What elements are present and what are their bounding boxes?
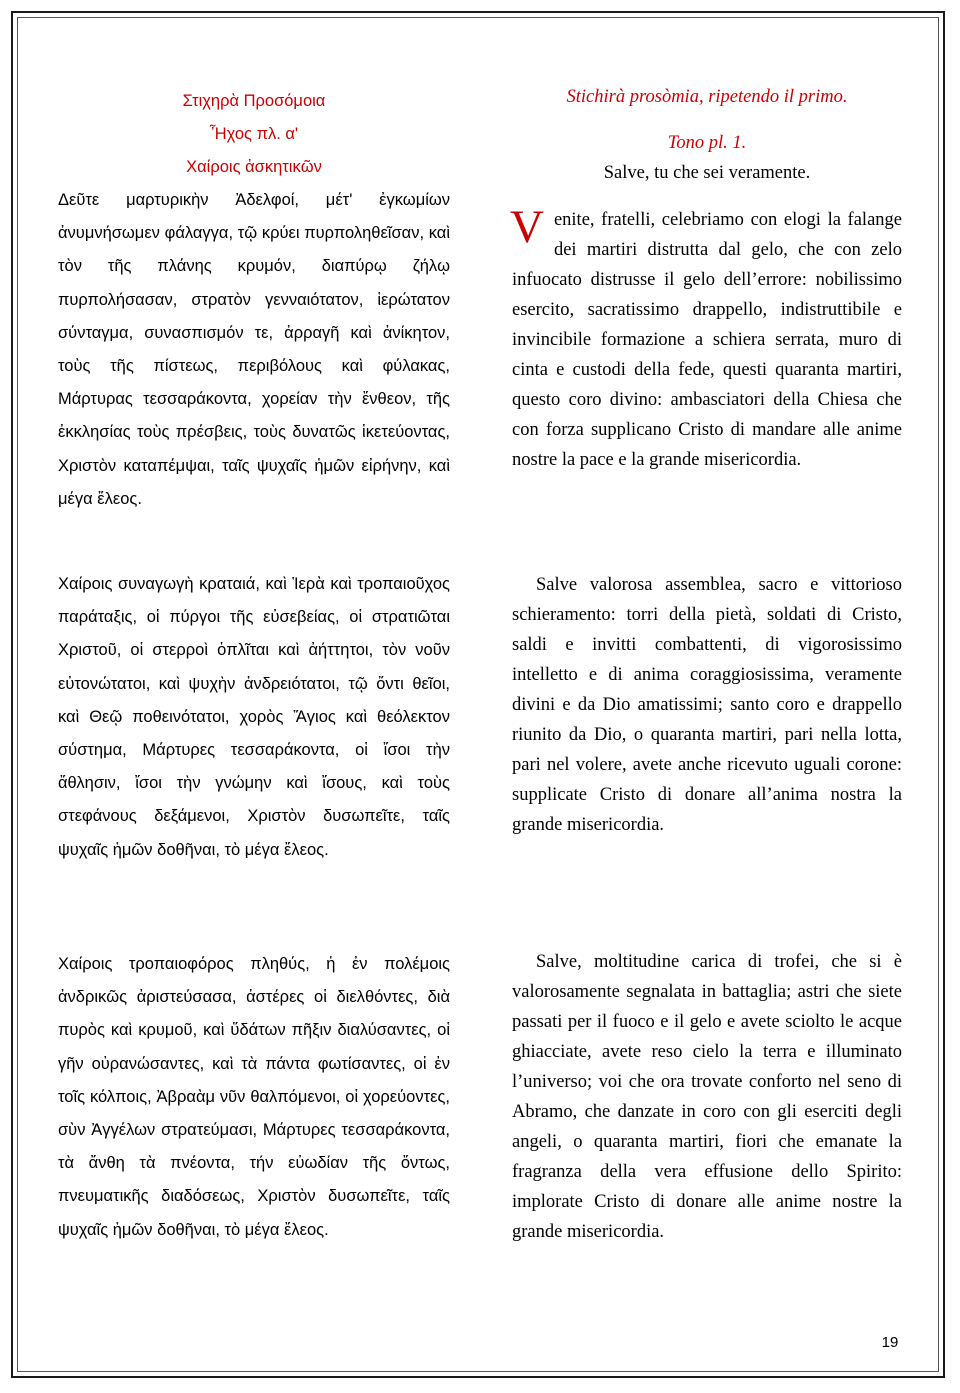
greek-heading: Στιχηρὰ Προσόμοια <box>182 92 326 110</box>
page-number: 19 <box>881 1334 899 1351</box>
greek-stanza-1: Δεῦτε μαρτυρικὴν Ἀδελφοί, μέτ' ἐγκωμίων ἀνυμνήσωμεν φάλαγγα, τῷ κρύει πυρποληθεῖσαν, καὶ τὸν τῆς πλάνης κρυμόν, διαπύρῳ ζήλῳ πυρπολήσασαν, στρατὸν γενναιότατον, ἱερώτατον σύνταγμα, συνασπισμόν τε, ἀρραγῆ καὶ ἀνίκητον, τοὺς τῆς πίστεως, περιβόλους καὶ φύλακας, Μάρτυρας τεσσαράκοντα, χορείαν τὴν ἔνθεον, τῆς ἐκκλησίας τοὺς πρέσβεις, τοὺς δυνατῶς ἱκετεύοντας, Χριστὸν καταπέμψαι, ταῖς ψυχαῖς ἡμῶν εἰρήνην, καὶ μέγα ἔλεος. <box>58 191 450 508</box>
italian-stanza-2: Salve valorosa assemblea, sacro e vittorioso schieramento: torri della pietà, soldati di Cristo, saldi e invitti combattenti, di vigorosissimo intelletto e di anima coraggiosissima, veramente divini e da Dio amatissimi; santo coro e drappello riunito da Dio, o quaranta martiri, pari nella lotta, pari nel volere, avete anche ricevuto uguali corone: supplicate Cristo di donare all’anima nostra la grande misericordia. <box>512 575 902 835</box>
italian-stanza-1 <box>510 201 902 475</box>
italian-stanza-3: Salve, moltitudine carica di trofei, che si è valorosamente segnalata in battaglia; astri che siete passati per il fuoco e il gelo e avete sciolto le acque ghiacciate, avete reso cielo la terra e illuminato l’universo; voi che ora trovate conforto nel seno di Abramo, che danzate in coro con gli eserciti degli angeli, o quaranta martiri, fiori che emanate la fragranza della vera effusione dello Spirito: implorate Cristo di donare alle anime nostre la grande misericordia. <box>512 952 902 1242</box>
italian-model-melody: Salve, tu che sei veramente. <box>603 163 811 183</box>
italian-tone: Tono pl. 1. <box>667 133 747 153</box>
italian-heading: Stichirà prosòmia, ripetendo il primo. <box>566 87 848 107</box>
greek-model-melody: Χαίροις ἀσκητικῶν <box>186 158 322 176</box>
italian-stanza-1-text: enite, fratelli, celebriamo con elogi la falange dei martiri distrutta dal gelo, che con zelo infuocato distrusse il gelo dell’errore: nobilissimo esercito, sacratissimo drappello, indistruttibile e invincibile formazione a schiera serrata, muro di cinta e custodi della fede, questi quaranta martiri, questo coro divino: ambasciatori della Chiesa che con forza supplicano Cristo di mandare alle anime nostre la pace e la grande misericordia. <box>512 210 902 470</box>
greek-stanza-2: Χαίροις συναγωγὴ κραταιά, καὶ Ἱερὰ καὶ τροπαιοῦχος παράταξις, οἱ πύργοι τῆς εὐσεβείας, οἱ στρατιῶται Χριστοῦ, οἱ στερροὶ ὁπλῖται καὶ ἀήττητοι, τὸν νοῦν εὐτονώτατοι, καὶ ψυχὴν ἀνδρειότατοι, τῷ ὄντι θεῖοι, καὶ Θεῷ ποθεινότατοι, χορὸς Ἅγιος καὶ θεόλεκτον σύστημα, Μάρτυρες τεσσαράκοντα, οἱ ἴσοι τὴν ἄθλησιν, ἴσοι τὴν γνώμην καὶ ἴσους, καὶ τοὺς στεφάνους δεξάμενοι, Χριστὸν δυσωπεῖτε, ταῖς ψυχαῖς ἡμῶν δοθῆναι, τὸ μέγα ἔλεος. <box>58 575 450 859</box>
greek-tone: Ἦχος πλ. α' <box>209 125 299 143</box>
drop-cap-initial: V <box>510 201 544 253</box>
greek-stanza-3: Χαίροις τροπαιοφόρος πληθύς, ἡ ἐν πολέμοις ἀνδρικῶς ἀριστεύσασα, ἀστέρες οἱ διελθόντες, διὰ πυρὸς καὶ κρυμοῦ, καὶ ὕδάτων πῆξιν διαλύσαντες, οἱ γῆν οὐρανώσαντες, καὶ τὰ πάντα φωτίσαντες, οἱ ἐν τοῖς κόλποις, Ἀβραὰμ νῦν θαλπόμενοι, οἱ χορεύοντες, σὺν Ἀγγέλων στρατεύμασι, Μάρτυρες τεσσαράκοντα, τὰ ἄνθη τὰ πνέοντα, τήν εὐωδίαν τῆς ὄντως, πνευματικῆς διαδόσεως, Χριστὸν δυσωπεῖτε, ταῖς ψυχαῖς ἡμῶν δοθῆναι, τὸ μέγα ἔλεος. <box>58 955 450 1239</box>
